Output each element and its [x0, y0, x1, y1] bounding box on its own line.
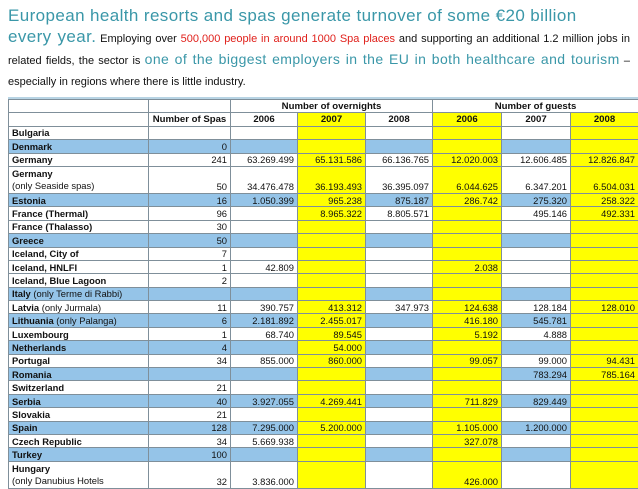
value-cell-o2006	[231, 207, 298, 220]
value-cell-o2006	[231, 220, 298, 233]
value-cell-g2006: 2.038	[433, 260, 502, 273]
value-cell-g2007: 1.200.000	[502, 421, 571, 434]
value-cell-o2008	[366, 126, 433, 139]
value-cell-g2006	[433, 274, 502, 287]
value-cell-o2006	[231, 247, 298, 260]
value-cell-spas: 2	[149, 274, 231, 287]
value-cell-g2006: 711.829	[433, 394, 502, 407]
value-cell-g2008	[571, 234, 638, 247]
value-cell-o2007: 36.193.493	[298, 166, 366, 193]
value-cell-g2007: 4.888	[502, 327, 571, 340]
country-cell	[9, 153, 149, 166]
value-cell-g2008: 785.164	[571, 368, 638, 381]
value-cell-g2007: 829.449	[502, 394, 571, 407]
country-name: Estonia	[12, 195, 46, 206]
value-cell-g2008	[571, 448, 638, 461]
country-cell	[9, 421, 149, 434]
country-name: Switzerland	[12, 382, 64, 393]
value-cell-g2006: 416.180	[433, 314, 502, 327]
table-row	[9, 153, 638, 166]
value-cell-o2008	[366, 408, 433, 421]
value-cell-o2008	[366, 354, 433, 367]
country-cell	[9, 207, 149, 220]
value-cell-o2006	[231, 287, 298, 300]
value-cell-o2007	[298, 220, 366, 233]
value-cell-g2007: 128.184	[502, 301, 571, 314]
value-cell-o2007	[298, 381, 366, 394]
value-cell-o2008	[366, 274, 433, 287]
value-cell-g2007	[502, 434, 571, 447]
country-cell	[9, 287, 149, 300]
value-cell-o2006	[231, 448, 298, 461]
value-cell-o2007: 860.000	[298, 354, 366, 367]
value-cell-g2007	[502, 247, 571, 260]
value-cell-o2008: 66.136.765	[366, 153, 433, 166]
table-row	[9, 314, 638, 327]
value-cell-g2006	[433, 368, 502, 381]
value-cell-g2007	[502, 381, 571, 394]
value-cell-g2008	[571, 461, 638, 488]
value-cell-o2008: 36.395.097	[366, 166, 433, 193]
country-name: France (Thermal)	[12, 208, 88, 219]
value-cell-spas	[149, 287, 231, 300]
table-row	[9, 193, 638, 206]
country-cell	[9, 140, 149, 153]
value-cell-o2006	[231, 408, 298, 421]
table-row	[9, 287, 638, 300]
value-cell-g2008	[571, 327, 638, 340]
value-cell-g2007	[502, 126, 571, 139]
value-cell-o2007: 65.131.586	[298, 153, 366, 166]
country-cell	[9, 461, 149, 488]
value-cell-g2006	[433, 287, 502, 300]
country-cell	[9, 247, 149, 260]
country-name: Iceland, Blue Lagoon	[12, 275, 106, 286]
value-cell-o2006: 68.740	[231, 327, 298, 340]
value-cell-g2006: 5.192	[433, 327, 502, 340]
country-cell	[9, 327, 149, 340]
value-cell-g2008: 6.504.031	[571, 166, 638, 193]
value-cell-g2007: 6.347.201	[502, 166, 571, 193]
table-row	[9, 274, 638, 287]
value-cell-o2008	[366, 434, 433, 447]
column-header-row	[9, 113, 638, 126]
country-cell	[9, 448, 149, 461]
country-name: Spain	[12, 422, 38, 433]
value-cell-o2007: 5.200.000	[298, 421, 366, 434]
country-name: Italy	[12, 288, 31, 299]
value-cell-o2007: 4.269.441	[298, 394, 366, 407]
value-cell-g2006	[433, 220, 502, 233]
col-header-guests-2007: 2007	[502, 113, 571, 126]
table-body	[9, 126, 638, 488]
value-cell-o2006: 855.000	[231, 354, 298, 367]
value-cell-o2007	[298, 247, 366, 260]
country-cell	[9, 368, 149, 381]
table-row	[9, 260, 638, 273]
value-cell-o2008	[366, 234, 433, 247]
value-cell-o2008: 875.187	[366, 193, 433, 206]
country-name: Greece	[12, 235, 44, 246]
value-cell-g2008	[571, 341, 638, 354]
value-cell-o2007: 413.312	[298, 301, 366, 314]
value-cell-spas: 50	[149, 234, 231, 247]
country-cell	[9, 126, 149, 139]
country-name: Lithuania	[12, 315, 54, 326]
value-cell-o2007	[298, 461, 366, 488]
table-row	[9, 448, 638, 461]
value-cell-g2007	[502, 260, 571, 273]
country-name: Germany	[12, 168, 53, 179]
table-row	[9, 341, 638, 354]
value-cell-o2008	[366, 448, 433, 461]
value-cell-g2008: 94.431	[571, 354, 638, 367]
table-row	[9, 421, 638, 434]
value-cell-g2006: 1.105.000	[433, 421, 502, 434]
value-cell-spas: 241	[149, 153, 231, 166]
col-header-overnights-2007: 2007	[298, 113, 366, 126]
value-cell-o2006: 390.757	[231, 301, 298, 314]
body-text-c: – especially in regions where there is little industry.	[8, 55, 630, 88]
group-header-blank	[9, 100, 149, 113]
value-cell-g2008	[571, 381, 638, 394]
value-cell-g2007	[502, 461, 571, 488]
value-cell-g2006	[433, 341, 502, 354]
body-text-b: and supporting an additional 1.2 million jobs in related fields, the sector is	[8, 33, 630, 67]
value-cell-spas	[149, 368, 231, 381]
value-cell-spas: 21	[149, 381, 231, 394]
value-cell-o2007	[298, 287, 366, 300]
value-cell-o2007	[298, 408, 366, 421]
spa-statistics-table-container	[8, 97, 638, 481]
value-cell-g2006	[433, 247, 502, 260]
value-cell-g2006: 12.020.003	[433, 153, 502, 166]
country-name: Latvia	[12, 302, 39, 313]
value-cell-g2007: 99.000	[502, 354, 571, 367]
value-cell-o2006	[231, 234, 298, 247]
value-cell-o2007	[298, 448, 366, 461]
value-cell-o2007: 8.965.322	[298, 207, 366, 220]
country-cell	[9, 408, 149, 421]
country-name: Turkey	[12, 449, 42, 460]
value-cell-g2007: 275.320	[502, 193, 571, 206]
group-header-overnights: Number of overnights	[231, 100, 433, 113]
value-cell-o2006	[231, 381, 298, 394]
value-cell-o2008	[366, 220, 433, 233]
value-cell-o2006: 3.927.055	[231, 394, 298, 407]
col-header-guests-2008: 2008	[571, 113, 638, 126]
value-cell-o2008	[366, 381, 433, 394]
value-cell-o2006: 7.295.000	[231, 421, 298, 434]
country-note: (only Danubius Hotels	[12, 475, 104, 486]
country-name: Hungary	[12, 463, 50, 474]
country-name: Luxembourg	[12, 329, 69, 340]
group-header-row	[9, 100, 638, 113]
country-cell	[9, 274, 149, 287]
col-header-overnights-2008: 2008	[366, 113, 433, 126]
table-row	[9, 461, 638, 488]
group-header-guests: Number of guests	[433, 100, 638, 113]
value-cell-g2006	[433, 207, 502, 220]
value-cell-g2008: 492.331	[571, 207, 638, 220]
value-cell-o2007: 54.000	[298, 341, 366, 354]
value-cell-o2007	[298, 434, 366, 447]
country-name: Slovakia	[12, 409, 50, 420]
value-cell-o2008	[366, 421, 433, 434]
value-cell-g2006	[433, 234, 502, 247]
value-cell-o2008	[366, 341, 433, 354]
country-name: Netherlands	[12, 342, 66, 353]
country-cell	[9, 314, 149, 327]
value-cell-o2007	[298, 234, 366, 247]
value-cell-o2008	[366, 461, 433, 488]
value-cell-g2006: 6.044.625	[433, 166, 502, 193]
value-cell-g2008	[571, 434, 638, 447]
country-cell	[9, 381, 149, 394]
value-cell-g2008	[571, 274, 638, 287]
value-cell-o2006	[231, 274, 298, 287]
value-cell-o2008	[366, 314, 433, 327]
table-row	[9, 126, 638, 139]
value-cell-o2008: 347.973	[366, 301, 433, 314]
value-cell-spas: 30	[149, 220, 231, 233]
value-cell-g2007	[502, 341, 571, 354]
value-cell-spas: 16	[149, 193, 231, 206]
value-cell-o2006: 5.669.938	[231, 434, 298, 447]
value-cell-g2008	[571, 247, 638, 260]
country-name: Denmark	[12, 141, 52, 152]
table-row	[9, 327, 638, 340]
value-cell-o2007	[298, 368, 366, 381]
country-name: Germany	[12, 154, 53, 165]
table-row	[9, 381, 638, 394]
value-cell-o2008: 8.805.571	[366, 207, 433, 220]
country-cell	[9, 354, 149, 367]
value-cell-spas: 21	[149, 408, 231, 421]
body-text-a: Employing over	[96, 33, 180, 45]
value-cell-g2006	[433, 126, 502, 139]
country-cell	[9, 220, 149, 233]
headline-part1: European health resorts and spas generate turnover of some €20 billion	[8, 6, 577, 25]
value-cell-spas: 0	[149, 140, 231, 153]
country-note: (only Palanga)	[54, 315, 117, 326]
value-cell-g2008: 128.010	[571, 301, 638, 314]
value-cell-o2008	[366, 247, 433, 260]
value-cell-spas: 4	[149, 341, 231, 354]
value-cell-g2008	[571, 260, 638, 273]
value-cell-o2006: 2.181.892	[231, 314, 298, 327]
value-cell-g2008	[571, 394, 638, 407]
value-cell-spas: 6	[149, 314, 231, 327]
table-row	[9, 207, 638, 220]
col-header-guests-2006: 2006	[433, 113, 502, 126]
value-cell-o2008	[366, 260, 433, 273]
country-name: Serbia	[12, 396, 41, 407]
value-cell-g2007	[502, 274, 571, 287]
table-row	[9, 247, 638, 260]
value-cell-g2007	[502, 448, 571, 461]
value-cell-spas: 50	[149, 166, 231, 193]
country-cell	[9, 301, 149, 314]
value-cell-o2007	[298, 140, 366, 153]
value-cell-spas: 1	[149, 327, 231, 340]
value-cell-spas: 100	[149, 448, 231, 461]
value-cell-spas: 128	[149, 421, 231, 434]
value-cell-g2007: 495.146	[502, 207, 571, 220]
value-cell-o2007	[298, 260, 366, 273]
value-cell-o2007	[298, 274, 366, 287]
country-name: Portugal	[12, 355, 50, 366]
value-cell-o2008	[366, 140, 433, 153]
country-note: (only Terme di Rabbi)	[31, 288, 123, 299]
value-cell-spas: 1	[149, 260, 231, 273]
col-header-overnights-2006: 2006	[231, 113, 298, 126]
value-cell-o2006	[231, 126, 298, 139]
value-cell-g2007: 12.606.485	[502, 153, 571, 166]
value-cell-o2006	[231, 368, 298, 381]
value-cell-o2006	[231, 140, 298, 153]
country-cell	[9, 260, 149, 273]
value-cell-g2006	[433, 448, 502, 461]
country-cell	[9, 434, 149, 447]
value-cell-o2008	[366, 394, 433, 407]
value-cell-o2006: 1.050.399	[231, 193, 298, 206]
value-cell-spas: 40	[149, 394, 231, 407]
value-cell-g2006: 426.000	[433, 461, 502, 488]
value-cell-spas: 34	[149, 434, 231, 447]
country-cell	[9, 193, 149, 206]
value-cell-g2008	[571, 408, 638, 421]
table-row	[9, 234, 638, 247]
value-cell-o2008	[366, 368, 433, 381]
headline-part2: every year.	[8, 27, 96, 46]
value-cell-g2008	[571, 314, 638, 327]
country-cell	[9, 234, 149, 247]
body-text-red: 500,000 people in around 1000 Spa places	[181, 33, 395, 45]
value-cell-g2006: 327.078	[433, 434, 502, 447]
value-cell-g2008	[571, 421, 638, 434]
value-cell-g2007	[502, 234, 571, 247]
value-cell-g2007	[502, 220, 571, 233]
country-note: (only Jurmala)	[39, 302, 101, 313]
value-cell-g2007	[502, 287, 571, 300]
table-row	[9, 434, 638, 447]
country-name: Romania	[12, 369, 52, 380]
value-cell-o2007: 89.545	[298, 327, 366, 340]
value-cell-o2006: 34.476.478	[231, 166, 298, 193]
header-text	[8, 6, 630, 92]
value-cell-o2007	[298, 126, 366, 139]
value-cell-g2006	[433, 408, 502, 421]
table-row	[9, 166, 638, 193]
value-cell-g2008	[571, 287, 638, 300]
value-cell-spas: 32	[149, 461, 231, 488]
country-cell	[9, 166, 149, 193]
country-name: Iceland, City of	[12, 248, 79, 259]
value-cell-g2008: 258.322	[571, 193, 638, 206]
value-cell-g2006: 99.057	[433, 354, 502, 367]
value-cell-spas: 96	[149, 207, 231, 220]
value-cell-spas: 34	[149, 354, 231, 367]
value-cell-spas: 11	[149, 301, 231, 314]
value-cell-spas	[149, 126, 231, 139]
value-cell-o2007: 965.238	[298, 193, 366, 206]
country-note: (only Seaside spas)	[12, 180, 94, 191]
value-cell-spas: 7	[149, 247, 231, 260]
value-cell-g2006	[433, 381, 502, 394]
value-cell-g2008	[571, 126, 638, 139]
value-cell-o2007: 2.455.017	[298, 314, 366, 327]
value-cell-o2006: 63.269.499	[231, 153, 298, 166]
group-header-blank-2	[149, 100, 231, 113]
country-name: Bulgaria	[12, 127, 50, 138]
table-row	[9, 394, 638, 407]
value-cell-g2006	[433, 140, 502, 153]
table-row	[9, 140, 638, 153]
value-cell-g2007: 545.781	[502, 314, 571, 327]
value-cell-g2007	[502, 140, 571, 153]
table-row	[9, 354, 638, 367]
spa-statistics-table	[8, 99, 638, 489]
country-name: Czech Republic	[12, 436, 82, 447]
col-header-spas: Number of Spas	[149, 113, 231, 126]
value-cell-g2007: 783.294	[502, 368, 571, 381]
value-cell-o2006	[231, 341, 298, 354]
value-cell-g2006: 286.742	[433, 193, 502, 206]
value-cell-g2007	[502, 408, 571, 421]
value-cell-o2008	[366, 287, 433, 300]
body-highlight: one of the biggest employers in the EU in both healthcare and tourism	[145, 51, 620, 67]
value-cell-g2006: 124.638	[433, 301, 502, 314]
value-cell-o2006: 3.836.000	[231, 461, 298, 488]
country-name: France (Thalasso)	[12, 221, 92, 232]
value-cell-o2006: 42.809	[231, 260, 298, 273]
table-row	[9, 368, 638, 381]
value-cell-g2008: 12.826.847	[571, 153, 638, 166]
value-cell-g2008	[571, 140, 638, 153]
table-row	[9, 220, 638, 233]
value-cell-g2008	[571, 220, 638, 233]
country-cell	[9, 394, 149, 407]
table-row	[9, 408, 638, 421]
col-header-country	[9, 113, 149, 126]
country-cell	[9, 341, 149, 354]
table-row	[9, 301, 638, 314]
value-cell-o2008	[366, 327, 433, 340]
country-name: Iceland, HNLFI	[12, 262, 77, 273]
